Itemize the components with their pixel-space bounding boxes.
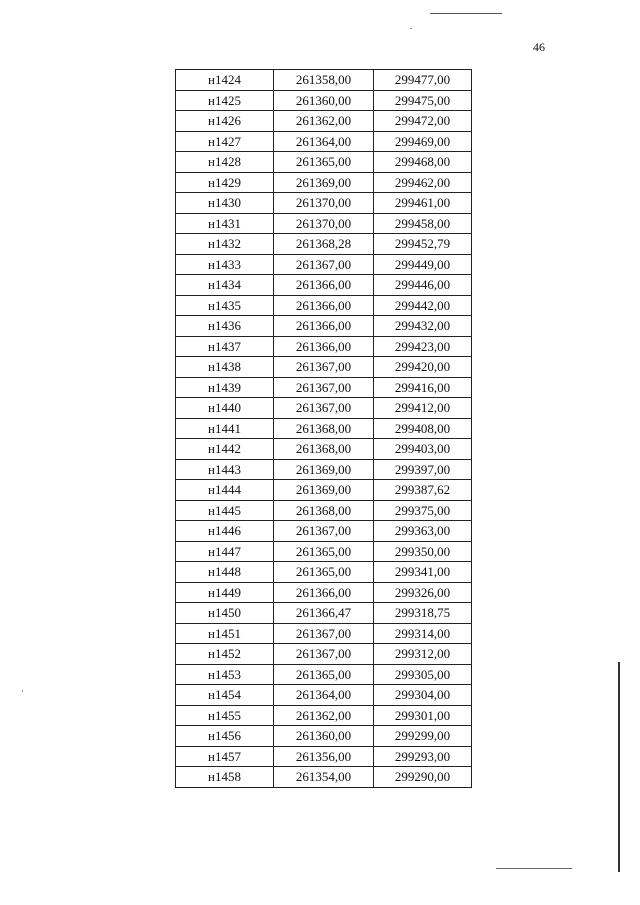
- point-id-cell: н1437: [176, 336, 274, 357]
- point-id-cell: н1455: [176, 705, 274, 726]
- y-coordinate-cell: 299449,00: [374, 254, 472, 275]
- x-coordinate-cell: 261365,00: [274, 562, 374, 583]
- header-rule: [430, 13, 502, 14]
- table-row: [176, 336, 472, 357]
- table-row: [176, 398, 472, 419]
- point-id-cell: н1453: [176, 664, 274, 685]
- x-coordinate-cell: 261369,00: [274, 480, 374, 501]
- table-row: [176, 316, 472, 337]
- y-coordinate-cell: 299350,00: [374, 541, 472, 562]
- point-id-cell: н1425: [176, 90, 274, 111]
- table-row: [176, 439, 472, 460]
- table-row: [176, 767, 472, 788]
- y-coordinate-cell: 299416,00: [374, 377, 472, 398]
- point-id-cell: н1434: [176, 275, 274, 296]
- x-coordinate-cell: 261368,28: [274, 234, 374, 255]
- point-id-cell: н1440: [176, 398, 274, 419]
- y-coordinate-cell: 299387,62: [374, 480, 472, 501]
- point-id-cell: н1446: [176, 521, 274, 542]
- table-row: [176, 623, 472, 644]
- y-coordinate-cell: 299475,00: [374, 90, 472, 111]
- table-row: [176, 582, 472, 603]
- table-row: [176, 275, 472, 296]
- y-coordinate-cell: 299397,00: [374, 459, 472, 480]
- table-row: [176, 500, 472, 521]
- y-coordinate-cell: 299442,00: [374, 295, 472, 316]
- table-row: [176, 521, 472, 542]
- table-row: [176, 705, 472, 726]
- table-row: [176, 562, 472, 583]
- y-coordinate-cell: 299461,00: [374, 193, 472, 214]
- table-row: [176, 726, 472, 747]
- x-coordinate-cell: 261354,00: [274, 767, 374, 788]
- table-row: [176, 685, 472, 706]
- y-coordinate-cell: 299420,00: [374, 357, 472, 378]
- point-id-cell: н1432: [176, 234, 274, 255]
- x-coordinate-cell: 261365,00: [274, 152, 374, 173]
- point-id-cell: н1458: [176, 767, 274, 788]
- x-coordinate-cell: 261366,00: [274, 316, 374, 337]
- point-id-cell: н1436: [176, 316, 274, 337]
- y-coordinate-cell: 299326,00: [374, 582, 472, 603]
- x-coordinate-cell: 261360,00: [274, 726, 374, 747]
- point-id-cell: н1438: [176, 357, 274, 378]
- table-row: [176, 603, 472, 624]
- y-coordinate-cell: 299341,00: [374, 562, 472, 583]
- point-id-cell: н1429: [176, 172, 274, 193]
- point-id-cell: н1435: [176, 295, 274, 316]
- x-coordinate-cell: 261369,00: [274, 172, 374, 193]
- coordinates-table: [175, 69, 472, 788]
- table-row: [176, 295, 472, 316]
- x-coordinate-cell: 261366,00: [274, 275, 374, 296]
- point-id-cell: н1430: [176, 193, 274, 214]
- y-coordinate-cell: 299314,00: [374, 623, 472, 644]
- point-id-cell: н1454: [176, 685, 274, 706]
- x-coordinate-cell: 261366,00: [274, 582, 374, 603]
- y-coordinate-cell: 299293,00: [374, 746, 472, 767]
- x-coordinate-cell: 261370,00: [274, 213, 374, 234]
- point-id-cell: н1427: [176, 131, 274, 152]
- x-coordinate-cell: 261362,00: [274, 111, 374, 132]
- y-coordinate-cell: 299290,00: [374, 767, 472, 788]
- y-coordinate-cell: 299375,00: [374, 500, 472, 521]
- point-id-cell: н1426: [176, 111, 274, 132]
- y-coordinate-cell: 299432,00: [374, 316, 472, 337]
- table-row: [176, 234, 472, 255]
- x-coordinate-cell: 261367,00: [274, 377, 374, 398]
- y-coordinate-cell: 299477,00: [374, 70, 472, 91]
- y-coordinate-cell: 299472,00: [374, 111, 472, 132]
- y-coordinate-cell: 299318,75: [374, 603, 472, 624]
- margin-line: [618, 662, 620, 872]
- x-coordinate-cell: 261367,00: [274, 357, 374, 378]
- point-id-cell: н1442: [176, 439, 274, 460]
- point-id-cell: н1431: [176, 213, 274, 234]
- table-row: [176, 172, 472, 193]
- x-coordinate-cell: 261364,00: [274, 685, 374, 706]
- table-row: [176, 746, 472, 767]
- point-id-cell: н1457: [176, 746, 274, 767]
- point-id-cell: н1451: [176, 623, 274, 644]
- table-row: [176, 418, 472, 439]
- y-coordinate-cell: 299363,00: [374, 521, 472, 542]
- table-row: [176, 480, 472, 501]
- table-row: [176, 664, 472, 685]
- point-id-cell: н1444: [176, 480, 274, 501]
- table-row: [176, 90, 472, 111]
- y-coordinate-cell: 299452,79: [374, 234, 472, 255]
- x-coordinate-cell: 261368,00: [274, 418, 374, 439]
- point-id-cell: н1456: [176, 726, 274, 747]
- point-id-cell: н1441: [176, 418, 274, 439]
- table-row: [176, 644, 472, 665]
- y-coordinate-cell: 299446,00: [374, 275, 472, 296]
- point-id-cell: н1450: [176, 603, 274, 624]
- y-coordinate-cell: 299458,00: [374, 213, 472, 234]
- x-coordinate-cell: 261367,00: [274, 644, 374, 665]
- x-coordinate-cell: 261367,00: [274, 623, 374, 644]
- y-coordinate-cell: 299462,00: [374, 172, 472, 193]
- x-coordinate-cell: 261366,47: [274, 603, 374, 624]
- point-id-cell: н1428: [176, 152, 274, 173]
- y-coordinate-cell: 299403,00: [374, 439, 472, 460]
- x-coordinate-cell: 261365,00: [274, 664, 374, 685]
- footer-rule: [496, 868, 572, 869]
- coordinates-table-body: [176, 70, 472, 788]
- y-coordinate-cell: 299305,00: [374, 664, 472, 685]
- table-row: [176, 213, 472, 234]
- point-id-cell: н1445: [176, 500, 274, 521]
- table-row: [176, 541, 472, 562]
- scan-speck: [410, 28, 412, 29]
- y-coordinate-cell: 299301,00: [374, 705, 472, 726]
- scan-speck: [22, 690, 23, 692]
- table-row: [176, 131, 472, 152]
- x-coordinate-cell: 261368,00: [274, 439, 374, 460]
- table-row: [176, 254, 472, 275]
- x-coordinate-cell: 261367,00: [274, 398, 374, 419]
- point-id-cell: н1448: [176, 562, 274, 583]
- table-row: [176, 459, 472, 480]
- table-row: [176, 70, 472, 91]
- x-coordinate-cell: 261366,00: [274, 295, 374, 316]
- x-coordinate-cell: 261366,00: [274, 336, 374, 357]
- point-id-cell: н1449: [176, 582, 274, 603]
- table-row: [176, 377, 472, 398]
- x-coordinate-cell: 261369,00: [274, 459, 374, 480]
- page-number: 46: [533, 40, 545, 54]
- y-coordinate-cell: 299312,00: [374, 644, 472, 665]
- x-coordinate-cell: 261362,00: [274, 705, 374, 726]
- point-id-cell: н1447: [176, 541, 274, 562]
- y-coordinate-cell: 299304,00: [374, 685, 472, 706]
- point-id-cell: н1452: [176, 644, 274, 665]
- table-row: [176, 152, 472, 173]
- table-row: [176, 357, 472, 378]
- y-coordinate-cell: 299299,00: [374, 726, 472, 747]
- x-coordinate-cell: 261367,00: [274, 521, 374, 542]
- x-coordinate-cell: 261365,00: [274, 541, 374, 562]
- point-id-cell: н1433: [176, 254, 274, 275]
- x-coordinate-cell: 261358,00: [274, 70, 374, 91]
- x-coordinate-cell: 261368,00: [274, 500, 374, 521]
- y-coordinate-cell: 299423,00: [374, 336, 472, 357]
- y-coordinate-cell: 299469,00: [374, 131, 472, 152]
- x-coordinate-cell: 261367,00: [274, 254, 374, 275]
- x-coordinate-cell: 261360,00: [274, 90, 374, 111]
- y-coordinate-cell: 299412,00: [374, 398, 472, 419]
- table-row: [176, 111, 472, 132]
- y-coordinate-cell: 299468,00: [374, 152, 472, 173]
- table-row: [176, 193, 472, 214]
- point-id-cell: н1424: [176, 70, 274, 91]
- x-coordinate-cell: 261370,00: [274, 193, 374, 214]
- x-coordinate-cell: 261364,00: [274, 131, 374, 152]
- x-coordinate-cell: 261356,00: [274, 746, 374, 767]
- point-id-cell: н1443: [176, 459, 274, 480]
- y-coordinate-cell: 299408,00: [374, 418, 472, 439]
- point-id-cell: н1439: [176, 377, 274, 398]
